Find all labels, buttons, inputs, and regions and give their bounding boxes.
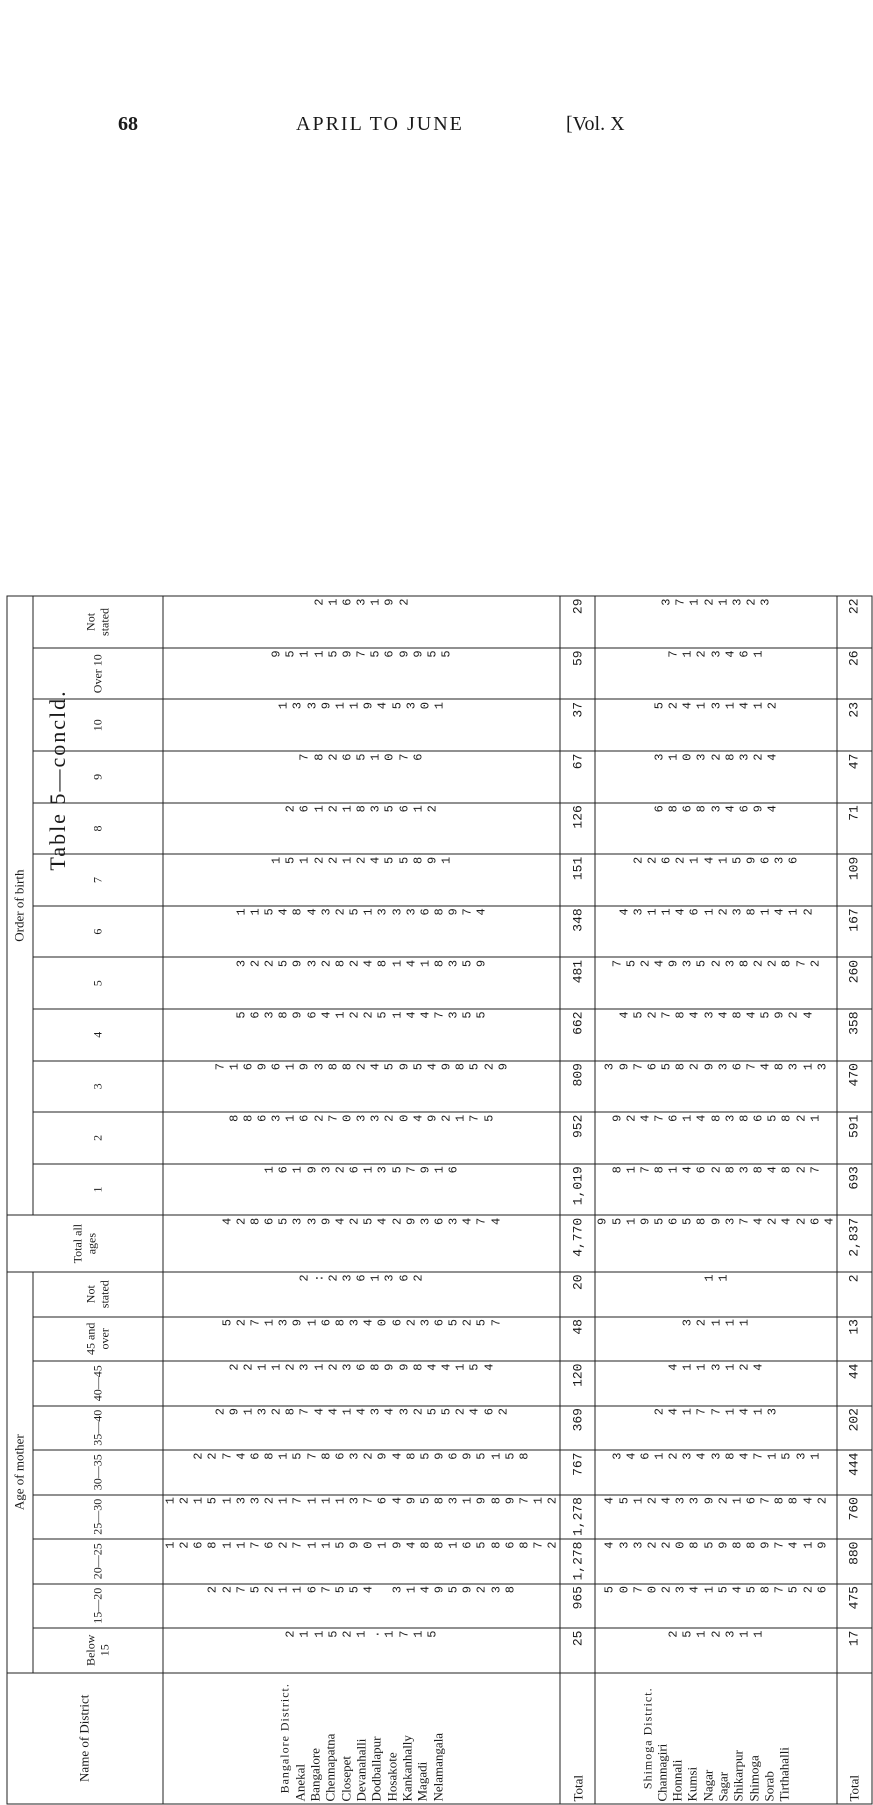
age-cell: 2 4 1 7 7 1 4 1 3 — [595, 1406, 837, 1451]
taluk-name: Nagar — [700, 1769, 716, 1802]
total-cell: 9 5 1 9 5 6 5 8 9 3 7 4 2 4 2 6 4 — [595, 1215, 837, 1272]
order-cell: 1 6 1 9 3 2 6 1 3 5 7 9 1 6 — [163, 1164, 560, 1216]
total-order-cell: 809 — [560, 1061, 595, 1113]
district-name: Bangalore District. — [277, 1683, 292, 1794]
header-total-all-ages: Total all ages — [7, 1215, 163, 1272]
total-age-cell: 13 — [837, 1317, 872, 1362]
total-age-cell: 202 — [837, 1406, 872, 1451]
total-order-cell: 358 — [837, 1009, 872, 1061]
total-order-cell: 151 — [560, 854, 595, 906]
section-row — [163, 596, 560, 1804]
header-order-4: 5 — [33, 957, 163, 1009]
total-order-cell: 693 — [837, 1164, 872, 1216]
order-cell: 1 5 1 2 2 1 2 4 5 5 8 9 1 — [163, 854, 560, 906]
total-age-cell: 1,278 — [560, 1539, 595, 1584]
header-age-5: 35—40 — [33, 1406, 163, 1451]
total-age-cell: 44 — [837, 1361, 872, 1406]
total-label: Total — [837, 1673, 872, 1804]
total-order-cell: 952 — [560, 1112, 595, 1164]
total-cell: 4 2 8 6 5 3 3 9 4 2 5 4 2 9 3 6 3 4 7 4 — [163, 1215, 560, 1272]
order-cell: 3 1 0 3 2 8 3 2 4 — [595, 751, 837, 803]
total-age-cell: 475 — [837, 1584, 872, 1629]
header-order-7: 8 — [33, 803, 163, 855]
total-order-cell: 591 — [837, 1112, 872, 1164]
taluk-name: Hosakote — [384, 1752, 400, 1802]
header-age-4: 30—35 — [33, 1450, 163, 1495]
order-cell: 4 5 2 7 8 4 3 4 8 4 5 9 2 4 — [595, 1009, 837, 1061]
header-order-0: 1 — [33, 1164, 163, 1216]
header-age-3: 25—30 — [33, 1495, 163, 1540]
page-number: 68 — [118, 113, 138, 135]
total-order-cell: 1,019 — [560, 1164, 595, 1216]
order-cell: 8 1 7 8 1 4 6 2 8 3 8 4 8 2 7 — [595, 1164, 837, 1216]
district-name: Shimoga District. — [640, 1687, 655, 1790]
age-cell: 2 2 1 1 2 3 1 2 3 6 8 9 9 8 4 4 1 5 4 — [163, 1361, 560, 1406]
header-order-11: Not stated — [33, 596, 163, 648]
header-order-8: 9 — [33, 751, 163, 803]
taluk-name: Shimoga — [746, 1755, 762, 1802]
header-age-7: 45 and over — [33, 1317, 163, 1362]
total-age-cell: 369 — [560, 1406, 595, 1451]
header-age-2: 20—25 — [33, 1539, 163, 1584]
order-cell: 3 7 1 2 1 3 2 3 — [595, 596, 837, 648]
subheader-row — [33, 596, 163, 1804]
total-age-cell: 20 — [560, 1272, 595, 1317]
table-body — [163, 596, 872, 1804]
order-cell: 7 1 2 3 4 6 1 — [595, 648, 837, 700]
total-row — [837, 596, 872, 1804]
header-name-of-district: Name of District — [7, 1673, 163, 1804]
total-order-cell: 109 — [837, 854, 872, 906]
header-order-10: Over 10 — [33, 648, 163, 700]
age-cell: 5 0 7 0 2 3 4 1 5 4 5 8 7 5 2 6 — [595, 1584, 837, 1629]
header-order-9: 10 — [33, 700, 163, 752]
order-cell: 7 8 2 6 5 1 0 7 6 — [163, 751, 560, 803]
grand-total-cell: 2,837 — [837, 1215, 872, 1272]
order-cell: 9 5 1 1 5 9 7 5 6 9 9 5 5 — [163, 648, 560, 700]
age-cell: 2 1 1 5 2 1 . 1 7 1 5 — [163, 1628, 560, 1673]
order-cell: 3 2 2 5 9 3 2 8 2 4 8 1 4 1 8 3 5 9 — [163, 957, 560, 1009]
order-cell: 9 2 4 7 6 1 4 8 3 8 6 5 8 2 1 — [595, 1112, 837, 1164]
taluk-name: Anekal — [292, 1763, 308, 1802]
taluk-name: Magadi — [414, 1761, 430, 1802]
total-order-cell: 67 — [560, 751, 595, 803]
district-taluks — [163, 1673, 560, 1804]
taluk-name: Chennapatna — [322, 1733, 338, 1802]
total-age-cell: 17 — [837, 1628, 872, 1673]
total-order-cell: 47 — [837, 751, 872, 803]
age-cell: 1 2 1 5 1 3 3 2 1 7 1 1 1 3 7 6 4 9 5 8 3 1 9 8 9 7 1 2 — [163, 1495, 560, 1540]
order-cell: 5 2 4 1 3 1 4 1 2 — [595, 700, 837, 752]
header-order-6: 7 — [33, 854, 163, 906]
total-age-cell: 2 — [837, 1272, 872, 1317]
header-age-of-mother: Age of mother — [7, 1272, 33, 1673]
total-age-cell: 120 — [560, 1361, 595, 1406]
order-cell: 5 6 3 8 9 6 4 1 2 2 5 1 4 4 7 3 5 5 — [163, 1009, 560, 1061]
age-cell: 5 2 7 1 3 9 1 6 8 3 4 0 6 2 3 6 5 2 5 7 — [163, 1317, 560, 1362]
taluk-name: Kumsi — [684, 1766, 700, 1802]
order-cell: 7 5 2 4 9 3 5 2 3 8 2 2 8 7 2 — [595, 957, 837, 1009]
running-title: APRIL TO JUNE — [296, 113, 464, 135]
total-order-cell: 59 — [560, 648, 595, 700]
age-cell: 4 5 1 2 4 3 3 9 2 1 6 7 8 8 4 2 — [595, 1495, 837, 1540]
taluk-name: Sorab — [761, 1771, 777, 1802]
total-order-cell: 37 — [560, 700, 595, 752]
total-age-cell: 48 — [560, 1317, 595, 1362]
total-order-cell: 22 — [837, 596, 872, 648]
total-order-cell: 662 — [560, 1009, 595, 1061]
age-cell: 1 1 — [595, 1272, 837, 1317]
order-cell: 6 8 6 8 3 4 6 9 4 — [595, 803, 837, 855]
taluk-name: Tirthahalli — [776, 1747, 792, 1802]
total-order-cell: 470 — [837, 1061, 872, 1113]
order-cell: 2 2 6 2 1 4 1 5 9 6 3 6 — [595, 854, 837, 906]
order-cell: 2 6 1 2 1 8 3 5 6 1 2 — [163, 803, 560, 855]
header-age-6: 40—45 — [33, 1361, 163, 1406]
header-order-2: 3 — [33, 1061, 163, 1113]
total-order-cell: 26 — [837, 648, 872, 700]
header-age-8: Not stated — [33, 1272, 163, 1317]
total-age-cell: 767 — [560, 1450, 595, 1495]
total-order-cell: 348 — [560, 906, 595, 958]
total-order-cell: 481 — [560, 957, 595, 1009]
total-age-cell: 1,278 — [560, 1495, 595, 1540]
total-order-cell: 167 — [837, 906, 872, 958]
order-cell: 4 3 1 1 4 6 1 2 3 8 1 4 1 2 — [595, 906, 837, 958]
age-cell: 4 1 1 3 1 2 4 — [595, 1361, 837, 1406]
total-row — [560, 596, 595, 1804]
order-cell: 2 1 6 3 1 9 2 — [163, 596, 560, 648]
total-label: Total — [560, 1673, 595, 1804]
taluk-name: Closepet — [338, 1756, 354, 1802]
grand-total-cell: 4,770 — [560, 1215, 595, 1272]
page-header — [0, 0, 801, 150]
taluk-name: Honnali — [669, 1759, 685, 1802]
taluk-name: Sagar — [715, 1771, 731, 1802]
total-age-cell: 25 — [560, 1628, 595, 1673]
header-order-1: 2 — [33, 1112, 163, 1164]
age-cell: 1 2 6 8 1 1 7 6 2 7 1 1 5 9 0 1 9 4 8 8 1 6 5 8 6 8 7 2 — [163, 1539, 560, 1584]
age-cell: 3 2 1 1 1 — [595, 1317, 837, 1362]
header-order-3: 4 — [33, 1009, 163, 1061]
total-order-cell: 126 — [560, 803, 595, 855]
taluk-name: Shikarpur — [730, 1750, 746, 1802]
taluk-name: Dodballapur — [368, 1736, 384, 1802]
age-cell: 2 9 1 3 2 8 7 4 4 1 4 3 4 3 2 5 5 2 4 6 2 — [163, 1406, 560, 1451]
taluk-name: Kankanhally — [399, 1735, 415, 1802]
order-cell: 7 1 6 9 6 1 9 3 8 8 2 4 5 9 5 4 9 8 5 2 9 — [163, 1061, 560, 1113]
total-order-cell: 23 — [837, 700, 872, 752]
order-cell: 1 1 5 4 8 4 3 2 5 1 3 3 3 6 8 9 7 4 — [163, 906, 560, 958]
header-age-1: 15—20 — [33, 1584, 163, 1629]
taluk-name: Bangalore — [307, 1748, 323, 1802]
total-age-cell: 444 — [837, 1450, 872, 1495]
total-order-cell: 260 — [837, 957, 872, 1009]
age-cell: 2 5 1 2 3 1 1 — [595, 1628, 837, 1673]
age-cell: 4 3 3 2 2 0 8 5 9 8 8 9 7 4 1 9 — [595, 1539, 837, 1584]
age-cell: 2 : 2 3 6 1 3 6 2 — [163, 1272, 560, 1317]
age-cell: 2 2 7 5 2 1 1 6 7 5 5 4 3 1 4 9 5 9 2 3 8 — [163, 1584, 560, 1629]
volume-label: [Vol. X — [566, 113, 625, 135]
total-age-cell: 760 — [837, 1495, 872, 1540]
age-cell: 2 2 7 4 6 8 1 5 7 8 6 3 2 9 4 8 5 9 6 9 5 1 5 8 — [163, 1450, 560, 1495]
section-row — [595, 596, 837, 1804]
district-taluks — [595, 1673, 837, 1804]
taluk-name: Nelamangala — [430, 1732, 446, 1802]
total-order-cell: 29 — [560, 596, 595, 648]
total-order-cell: 71 — [837, 803, 872, 855]
header-order-of-birth: Order of birth — [7, 596, 33, 1215]
table-caption: Table 5—concld. — [45, 689, 70, 871]
taluk-name: Devanahalli — [353, 1738, 369, 1802]
order-cell: 1 3 3 9 1 1 9 4 5 3 0 1 — [163, 700, 560, 752]
order-cell: 3 9 7 6 5 8 2 9 3 6 7 4 8 3 1 3 — [595, 1061, 837, 1113]
header-age-0: Below 15 — [33, 1628, 163, 1673]
total-age-cell: 965 — [560, 1584, 595, 1629]
taluk-name: Channagiri — [654, 1743, 670, 1802]
rotated-table — [7, 596, 862, 1805]
total-age-cell: 880 — [837, 1539, 872, 1584]
header-order-5: 6 — [33, 906, 163, 958]
births-table — [7, 596, 873, 1805]
age-cell: 3 4 6 1 2 3 4 3 8 4 7 1 5 3 1 — [595, 1450, 837, 1495]
order-cell: 8 8 6 3 1 6 2 7 0 3 3 2 0 4 9 2 1 7 5 — [163, 1112, 560, 1164]
